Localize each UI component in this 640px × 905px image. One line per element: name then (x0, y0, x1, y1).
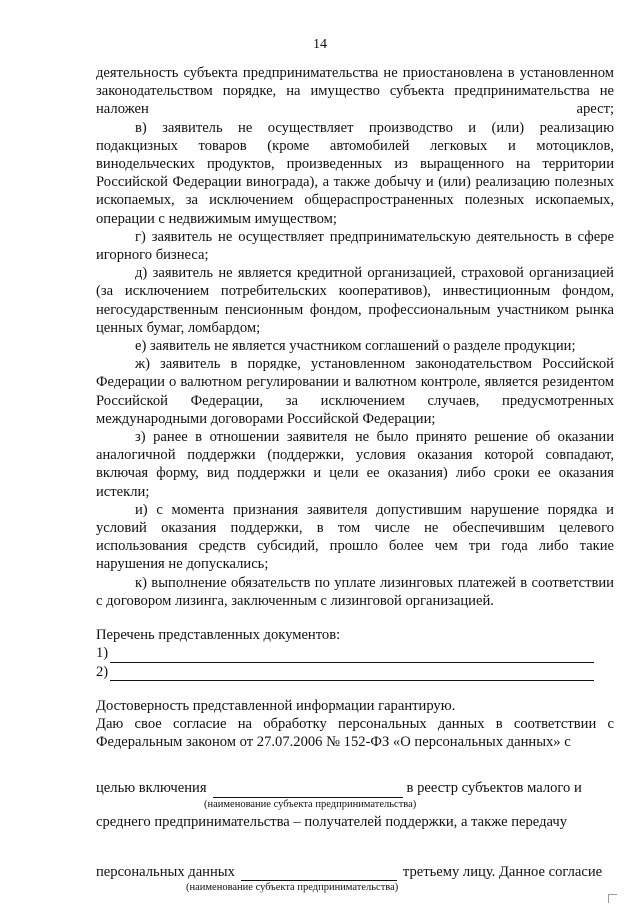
subject-name-field-2[interactable] (241, 866, 397, 881)
document-body (96, 64, 614, 894)
document-item-1[interactable] (96, 644, 614, 662)
consent-line-1-right: в реестр субъектов малого и (406, 780, 582, 797)
consent-intro: Даю свое согласие на обработку персональных данных в соответствии с Федеральным законом от 27.07.2006 № 152-ФЗ «О персональных данных» с (96, 715, 614, 751)
paragraph-e: е) заявитель не является участником соглашений о разделе продукции; (135, 338, 576, 355)
subject-name-caption-2: (наименование субъекта предпринимательства) (186, 881, 399, 893)
consent-line-1-left: целью включения (96, 780, 207, 797)
paragraph-zh: ж) заявитель в порядке, установленном законодательством Российской Федерации о валютном регулировании и валютном контроле, является резидентом Российской Федерации, за исключением случаев, предусмотренных международными договорами Российской Федерации; (96, 356, 614, 427)
subject-name-caption: (наименование субъекта предпринимательства) (204, 798, 417, 810)
paragraph-d: д) заявитель не является кредитной организацией, страховой организацией (за исключением потребительских кооперативов), инвестиционным фондом, негосударственным пенсионным фондом, профессиональным участником рынка ценных бумаг, ломбардом; (96, 265, 614, 336)
paragraph-i: и) с момента признания заявителя допустившим нарушение порядка и условий оказания поддержки, в том числе не обеспечившим целевого использования средств субсидий, прошло более чем три года либо такие нарушения не допускались; (96, 501, 614, 573)
document-item-2[interactable] (96, 663, 614, 681)
paragraph-v: в) заявитель не осуществляет производство и (или) реализацию подакцизных товаров (кроме автомобилей легковых и мотоциклов, винодельческих продуктов, произведенных из выращенного на территории Российской Федерации винограда), а также добычу и (или) реализацию полезных ископаемых, за исключением общераспространенных полезных ископаемых, операции с недвижимым имуществом; (96, 119, 614, 227)
paragraph-z: з) ранее в отношении заявителя не было принято решение об оказании аналогичной поддержки (поддержки, условия оказания которой совпадают, включая форму, вид поддержки и цели ее оказания) либо сроки ее оказания истекли; (96, 429, 614, 500)
document-item-line[interactable] (110, 667, 594, 681)
guarantee-statement: Достоверность представленной информации гарантирую. (96, 697, 456, 714)
paragraph-k: к) выполнение обязательств по уплате лизинговых платежей в соответствии с договором лизинга, заключенным с лизинговой организацией. (96, 574, 614, 609)
consent-line-3-right: третьему лицу. Данное согласие (402, 863, 603, 880)
documents-heading: Перечень представленных документов: (96, 627, 341, 644)
paragraph-continuation: деятельность субъекта предпринимательства не приостановлена в установленном законодательством порядке, на имущество субъекта предпринимательства не наложен арест; (96, 65, 614, 118)
document-item-line[interactable] (110, 649, 594, 663)
document-item-number: 2) (96, 663, 109, 680)
scan-corner-mark (608, 894, 617, 903)
consent-line-1 (96, 779, 614, 797)
subject-name-field[interactable] (213, 783, 403, 798)
document-item-number: 1) (96, 645, 109, 662)
consent-line-2: среднего предпринимательства – получателей поддержки, а также передачу (96, 813, 568, 830)
consent-line-3-left: персональных данных (96, 863, 235, 880)
consent-line-3 (96, 863, 614, 881)
page-number: 14 (313, 37, 327, 52)
paragraph-g: г) заявитель не осуществляет предпринимательскую деятельность в сфере игорного бизнеса; (96, 228, 614, 264)
